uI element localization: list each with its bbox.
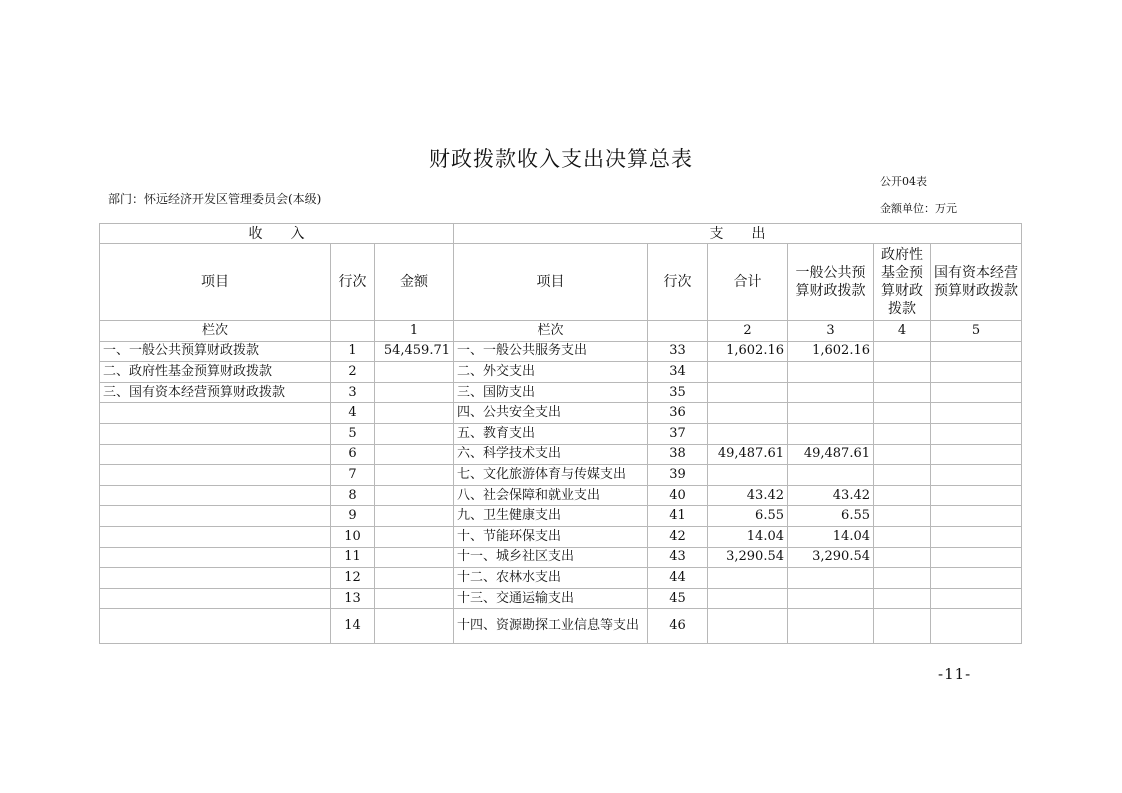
column-number-4: 4 [874,321,931,342]
expense-row-no-cell: 33 [648,341,708,362]
income-amount-header: 金额 [375,244,454,321]
expense-item-cell: 十二、农林水支出 [454,568,648,589]
column-label-right: 栏次 [454,321,648,342]
expense-item-cell: 二、外交支出 [454,362,648,383]
income-item-cell [100,465,331,486]
total-cell [708,609,788,644]
gov-fund-cell [874,506,931,527]
income-amount-cell [375,444,454,465]
column-number-1: 1 [375,321,454,342]
gov-fund-header: 政府性基金预算财政拨款 [874,244,931,321]
state-capital-cell [931,444,1022,465]
total-cell [708,588,788,609]
income-item-cell [100,485,331,506]
state-capital-cell [931,506,1022,527]
column-number-2: 2 [708,321,788,342]
income-row-no-header: 行次 [331,244,375,321]
income-amount-cell [375,526,454,547]
income-row-no-cell: 1 [331,341,375,362]
income-item-cell [100,403,331,424]
expense-item-cell: 十四、资源勘探工业信息等支出 [454,609,648,644]
income-item-cell [100,506,331,527]
expense-item-cell: 三、国防支出 [454,382,648,403]
income-item-header: 项目 [100,244,331,321]
state-capital-cell [931,423,1022,444]
income-item-cell [100,444,331,465]
expense-row-no-cell: 37 [648,423,708,444]
income-row-no-cell: 11 [331,547,375,568]
state-capital-cell [931,485,1022,506]
total-cell [708,465,788,486]
income-row-no-cell: 10 [331,526,375,547]
expense-item-cell: 十、节能环保支出 [454,526,648,547]
total-cell: 14.04 [708,526,788,547]
income-row-no-cell: 13 [331,588,375,609]
state-capital-cell [931,588,1022,609]
gov-fund-cell [874,341,931,362]
state-capital-cell [931,362,1022,383]
table-row [100,423,1022,444]
expense-item-cell: 五、教育支出 [454,423,648,444]
table-row [100,341,1022,362]
state-capital-cell [931,526,1022,547]
total-cell: 6.55 [708,506,788,527]
income-row-no-cell: 14 [331,609,375,644]
income-amount-cell [375,568,454,589]
income-item-cell: 三、国有资本经营预算财政拨款 [100,382,331,403]
expense-row-no-cell: 44 [648,568,708,589]
total-cell [708,382,788,403]
income-item-cell [100,609,331,644]
general-budget-cell [788,362,874,383]
income-amount-cell [375,506,454,527]
expense-row-no-cell: 43 [648,547,708,568]
income-row-no-cell: 7 [331,465,375,486]
form-number: 公开04表 [880,175,927,188]
expense-item-cell: 十一、城乡社区支出 [454,547,648,568]
total-header: 合计 [708,244,788,321]
table-row [100,485,1022,506]
income-amount-cell [375,403,454,424]
expense-item-header: 项目 [454,244,648,321]
income-item-cell [100,547,331,568]
table-row [100,465,1022,486]
income-amount-cell [375,423,454,444]
expense-row-no-cell: 41 [648,506,708,527]
income-amount-cell [375,362,454,383]
expense-item-cell: 十三、交通运输支出 [454,588,648,609]
gov-fund-cell [874,465,931,486]
general-budget-cell: 14.04 [788,526,874,547]
page-number: -11- [938,665,972,683]
income-row-no-cell: 6 [331,444,375,465]
income-row-no-cell: 5 [331,423,375,444]
expense-row-no-cell: 35 [648,382,708,403]
table-row [100,588,1022,609]
gov-fund-cell [874,423,931,444]
state-capital-cell [931,547,1022,568]
general-budget-cell [788,423,874,444]
expense-item-cell: 八、社会保障和就业支出 [454,485,648,506]
column-number-blank [648,321,708,342]
gov-fund-cell [874,362,931,383]
expense-item-cell: 七、文化旅游体育与传媒支出 [454,465,648,486]
column-header-row [100,244,1022,321]
expense-row-no-cell: 39 [648,465,708,486]
income-row-no-cell: 12 [331,568,375,589]
table-row [100,403,1022,424]
income-item-cell [100,526,331,547]
general-budget-cell [788,568,874,589]
expense-row-no-cell: 36 [648,403,708,424]
total-cell [708,403,788,424]
expense-row-no-cell: 34 [648,362,708,383]
table-row [100,444,1022,465]
expense-row-no-cell: 40 [648,485,708,506]
income-section-header: 收 入 [100,224,454,244]
expense-row-no-header: 行次 [648,244,708,321]
expense-item-cell: 四、公共安全支出 [454,403,648,424]
general-budget-cell [788,465,874,486]
income-row-no-cell: 3 [331,382,375,403]
total-cell [708,362,788,383]
total-cell: 49,487.61 [708,444,788,465]
income-item-cell [100,588,331,609]
gov-fund-cell [874,444,931,465]
general-budget-cell: 1,602.16 [788,341,874,362]
income-amount-cell [375,547,454,568]
column-number-3: 3 [788,321,874,342]
state-capital-cell [931,465,1022,486]
general-budget-cell: 43.42 [788,485,874,506]
state-capital-header: 国有资本经营预算财政拨款 [931,244,1022,321]
state-capital-cell [931,341,1022,362]
state-capital-cell [931,609,1022,644]
expense-item-cell: 一、一般公共服务支出 [454,341,648,362]
income-amount-cell: 54,459.71 [375,341,454,362]
general-budget-cell [788,588,874,609]
income-amount-cell [375,382,454,403]
gov-fund-cell [874,568,931,589]
general-budget-cell [788,382,874,403]
income-row-no-cell: 2 [331,362,375,383]
column-number-row [100,321,1022,342]
state-capital-cell [931,382,1022,403]
amount-unit-label: 金额单位：万元 [880,202,957,215]
state-capital-cell [931,568,1022,589]
general-budget-cell [788,609,874,644]
income-amount-cell [375,465,454,486]
gov-fund-cell [874,485,931,506]
table-row [100,506,1022,527]
expense-item-cell: 六、科学技术支出 [454,444,648,465]
table-row [100,609,1022,644]
gov-fund-cell [874,547,931,568]
expense-row-no-cell: 45 [648,588,708,609]
income-row-no-cell: 8 [331,485,375,506]
table-row [100,382,1022,403]
total-cell: 1,602.16 [708,341,788,362]
expense-row-no-cell: 38 [648,444,708,465]
income-item-cell: 二、政府性基金预算财政拨款 [100,362,331,383]
general-budget-cell [788,403,874,424]
general-budget-header: 一般公共预算财政拨款 [788,244,874,321]
section-header-row [100,224,1022,244]
expense-row-no-cell: 46 [648,609,708,644]
income-item-cell: 一、一般公共预算财政拨款 [100,341,331,362]
gov-fund-cell [874,588,931,609]
table-row [100,547,1022,568]
expense-section-header: 支 出 [454,224,1022,244]
fiscal-summary-table [99,223,1022,644]
income-row-no-cell: 9 [331,506,375,527]
income-amount-cell [375,609,454,644]
general-budget-cell: 49,487.61 [788,444,874,465]
gov-fund-cell [874,526,931,547]
table-row [100,362,1022,383]
gov-fund-cell [874,382,931,403]
expense-item-cell: 九、卫生健康支出 [454,506,648,527]
gov-fund-cell [874,609,931,644]
income-item-cell [100,568,331,589]
income-item-cell [100,423,331,444]
total-cell [708,568,788,589]
department-label: 部门：怀远经济开发区管理委员会(本级) [108,192,322,206]
expense-row-no-cell: 42 [648,526,708,547]
gov-fund-cell [874,403,931,424]
table-row [100,526,1022,547]
table-row [100,568,1022,589]
general-budget-cell: 3,290.54 [788,547,874,568]
state-capital-cell [931,403,1022,424]
page-title: 财政拨款收入支出决算总表 [429,147,693,171]
general-budget-cell: 6.55 [788,506,874,527]
column-number-5: 5 [931,321,1022,342]
column-number-blank [331,321,375,342]
income-amount-cell [375,485,454,506]
total-cell [708,423,788,444]
total-cell: 43.42 [708,485,788,506]
income-amount-cell [375,588,454,609]
income-row-no-cell: 4 [331,403,375,424]
column-label-left: 栏次 [100,321,331,342]
total-cell: 3,290.54 [708,547,788,568]
